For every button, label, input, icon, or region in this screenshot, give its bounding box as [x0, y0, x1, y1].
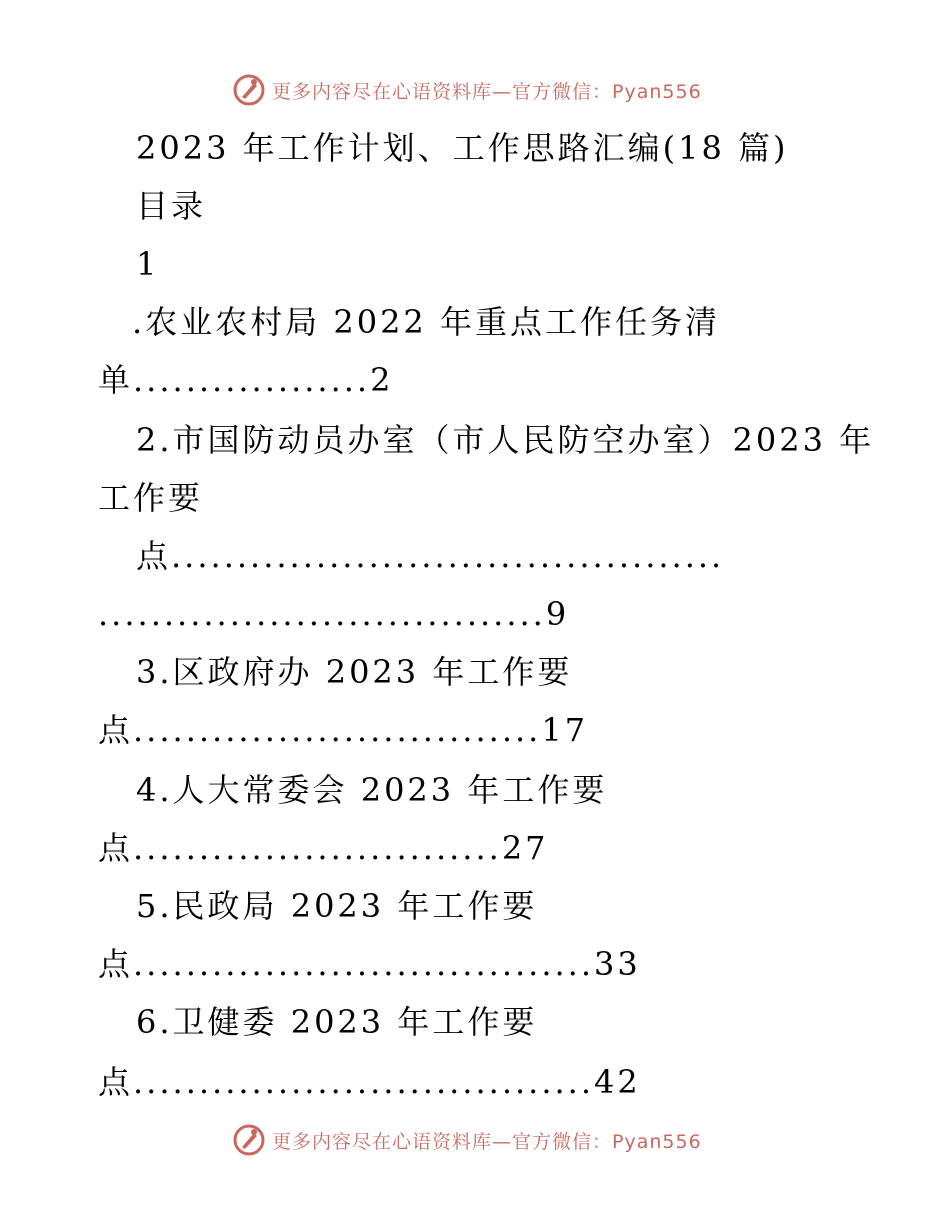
watermark-text: 更多内容尽在心语资料库—官方微信：Pyan556 — [272, 1130, 702, 1153]
toc-line: 5.民政局 2023 年工作要 — [136, 887, 538, 925]
toc-line: 点...................................42 — [98, 1063, 641, 1101]
toc-line: 点............................27 — [98, 829, 549, 867]
toc-line: 4.人大常委会 2023 年工作要 — [136, 771, 608, 809]
watermark-text: 更多内容尽在心语资料库—官方微信：Pyan556 — [272, 80, 702, 103]
quill-seal-icon — [232, 1123, 266, 1157]
toc-line: ..................................9 — [98, 595, 570, 633]
toc-line: 6.卫健委 2023 年工作要 — [136, 1003, 538, 1041]
toc-line: 工作要 — [98, 479, 204, 517]
toc-line: 1 — [136, 245, 160, 283]
toc-line: 2.市国防动员办室（市人民防空办室）2023 年 — [136, 421, 875, 459]
toc-line: 点.......................................... — [136, 537, 725, 575]
toc-line: 单..................2 — [98, 361, 394, 399]
toc-line: 点...............................17 — [98, 711, 589, 749]
document-title: 2023 年工作计划、工作思路汇编(18 篇) — [136, 129, 789, 167]
quill-seal-icon — [232, 73, 266, 107]
toc-line: 点...................................33 — [98, 945, 641, 983]
toc-line: .农业农村局 2022 年重点工作任务清 — [132, 303, 720, 341]
toc-heading: 目录 — [136, 187, 207, 225]
header-watermark — [232, 72, 702, 108]
footer-watermark — [232, 1122, 702, 1158]
toc-line: 3.区政府办 2023 年工作要 — [136, 653, 573, 691]
